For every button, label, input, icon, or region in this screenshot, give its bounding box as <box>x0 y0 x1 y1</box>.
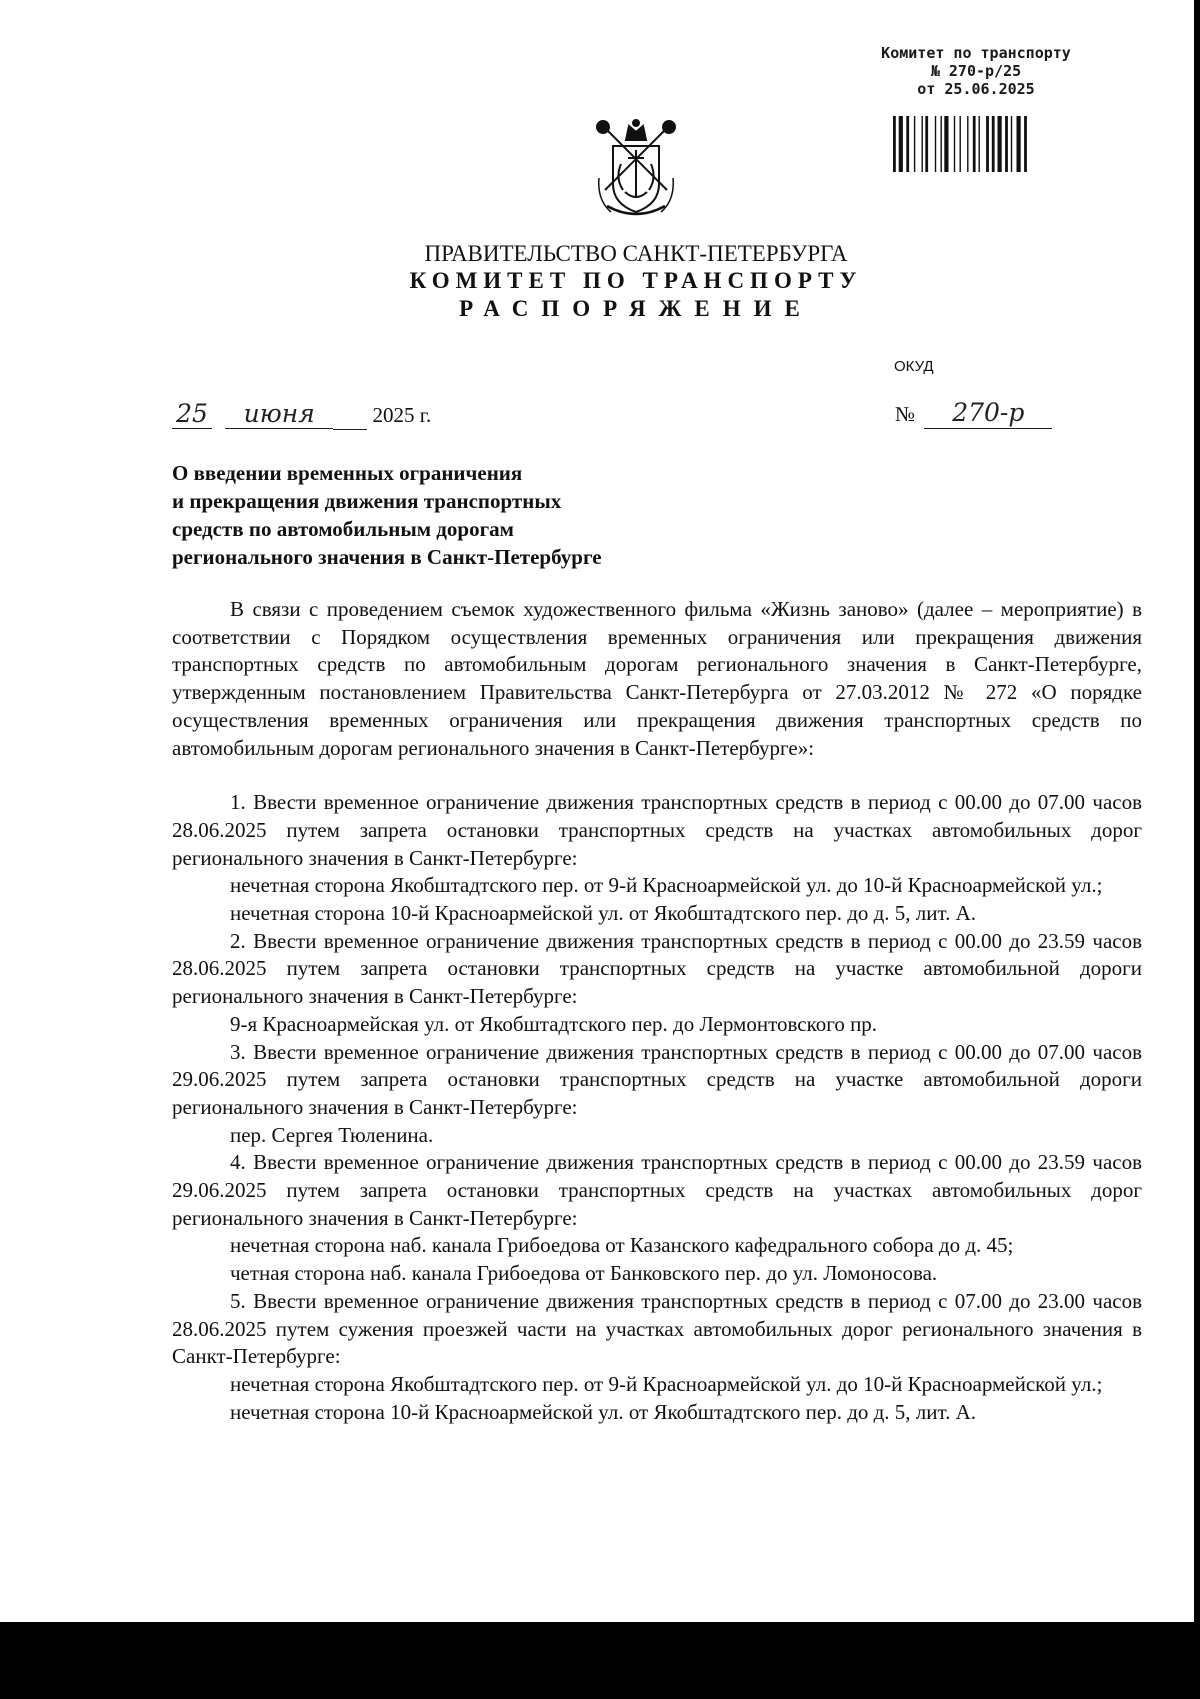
document-type: РАСПОРЯЖЕНИЕ <box>459 296 813 321</box>
committee-name: КОМИТЕТ ПО ТРАНСПОРТУ <box>409 268 863 293</box>
paragraph-item-1: 1. Ввести временное ограничение движения транспортных средств в период с 00.00 до 07.00 часов 28.06.2025 путем запрета остановки транспортных средств на участках автомобильных дорог регионального значения в Санкт-Петербурге: <box>172 790 1142 870</box>
date-year: 2025 г. <box>372 403 432 427</box>
stamp-line-2: № 270-р/25 <box>930 62 1022 80</box>
document-body <box>172 596 1142 1426</box>
paragraph-item-2: 2. Ввести временное ограничение движения транспортных средств в период с 00.00 до 23.59 часов 28.06.2025 путем запрета остановки транспортных средств на участке автомобильной дороги регионального значения в Санкт-Петербурге: <box>172 928 1142 1009</box>
title-line: и прекращения движения транспортных <box>172 489 562 513</box>
paragraph-item-4: 4. Ввести временное ограничение движения транспортных средств в период с 00.00 до 23.59 часов 29.06.2025 путем запрета остановки транспортных средств на участках автомобильных дорог регионального значения в Санкт-Петербурге: <box>172 1150 1142 1230</box>
document-number <box>895 398 1052 429</box>
title-line: средств по автомобильным дорогам <box>172 517 514 541</box>
document-title <box>172 459 692 571</box>
paragraph-sub: 9-я Красноармейская ул. от Якобштадтского пер. до Лермонтовского пр. <box>230 1011 878 1036</box>
number-prefix: № <box>895 402 916 426</box>
registration-stamp <box>846 44 1106 98</box>
paragraph-item-3: 3. Ввести временное ограничение движения транспортных средств в период с 00.00 до 07.00 часов 29.06.2025 путем запрета остановки транспортных средств на участке автомобильной дороги регионального значения в Санкт-Петербурге: <box>172 1039 1142 1119</box>
paragraph-sub: нечетная сторона Якобштадтского пер. от 9-й Красноармейской ул. до 10-й Красноармейской ул.; <box>230 873 1103 898</box>
stamp-line-1: Комитет по транспорту <box>881 44 1071 62</box>
paragraph-item-5: 5. Ввести временное ограничение движения транспортных средств в период с 07.00 до 23.00 часов 28.06.2025 путем сужения проезжей части на участках автомобильных дорог регионального значения в Санкт-Петербурге: <box>172 1288 1142 1369</box>
okud-label: ОКУД <box>894 358 934 375</box>
paragraph-sub: нечетная сторона Якобштадтского пер. от 9-й Красноармейской ул. до 10-й Красноармейской ул.; <box>230 1371 1103 1396</box>
paragraph-sub: четная сторона наб. канала Грибоедова от Банковского пер. до ул. Ломоносова. <box>230 1261 938 1286</box>
title-line: регионального значения в Санкт-Петербурге <box>172 545 602 569</box>
barcode-icon <box>893 116 1075 172</box>
title-line: О введении временных ограничения <box>172 461 523 485</box>
stamp-line-3: от 25.06.2025 <box>917 80 1035 98</box>
scan-bottom-border <box>0 1622 1200 1699</box>
paragraph-sub: нечетная сторона 10-й Красноармейской ул. от Якобштадтского пер. до д. 5, лит. А. <box>230 1399 977 1424</box>
number-value: 270-р <box>924 398 1052 429</box>
paragraph-sub: пер. Сергея Тюленина. <box>230 1122 434 1147</box>
document-date <box>172 400 431 430</box>
paragraph-preamble: В связи с проведением съемок художественного фильма «Жизнь заново» (далее – мероприятие) в соответствии с Порядком осуществления временных ограничения или прекращения движения транспортных средств по автомобильным дорогам регионального значения в Санкт-Петербурге, утвержденным постановлением Правительства Санкт-Петербурга от 27.03.2012 № 272 «О порядке осуществления временных ограничения или прекращения движения транспортных средств по автомобильным дорогам регионального значения в Санкт-Петербурге»: <box>172 597 1142 760</box>
coat-of-arms-icon <box>593 118 679 224</box>
date-month: июня <box>225 400 333 429</box>
date-day: 25 <box>172 400 212 429</box>
government-name: ПРАВИТЕЛЬСТВО САНКТ-ПЕТЕРБУРГА <box>424 241 848 266</box>
paragraph-sub: нечетная сторона наб. канала Грибоедова от Казанского кафедрального собора до д. 45; <box>230 1233 1014 1258</box>
paragraph-sub: нечетная сторона 10-й Красноармейской ул. от Якобштадтского пер. до д. 5, лит. А. <box>230 901 977 926</box>
scan-edge <box>1194 0 1200 1622</box>
